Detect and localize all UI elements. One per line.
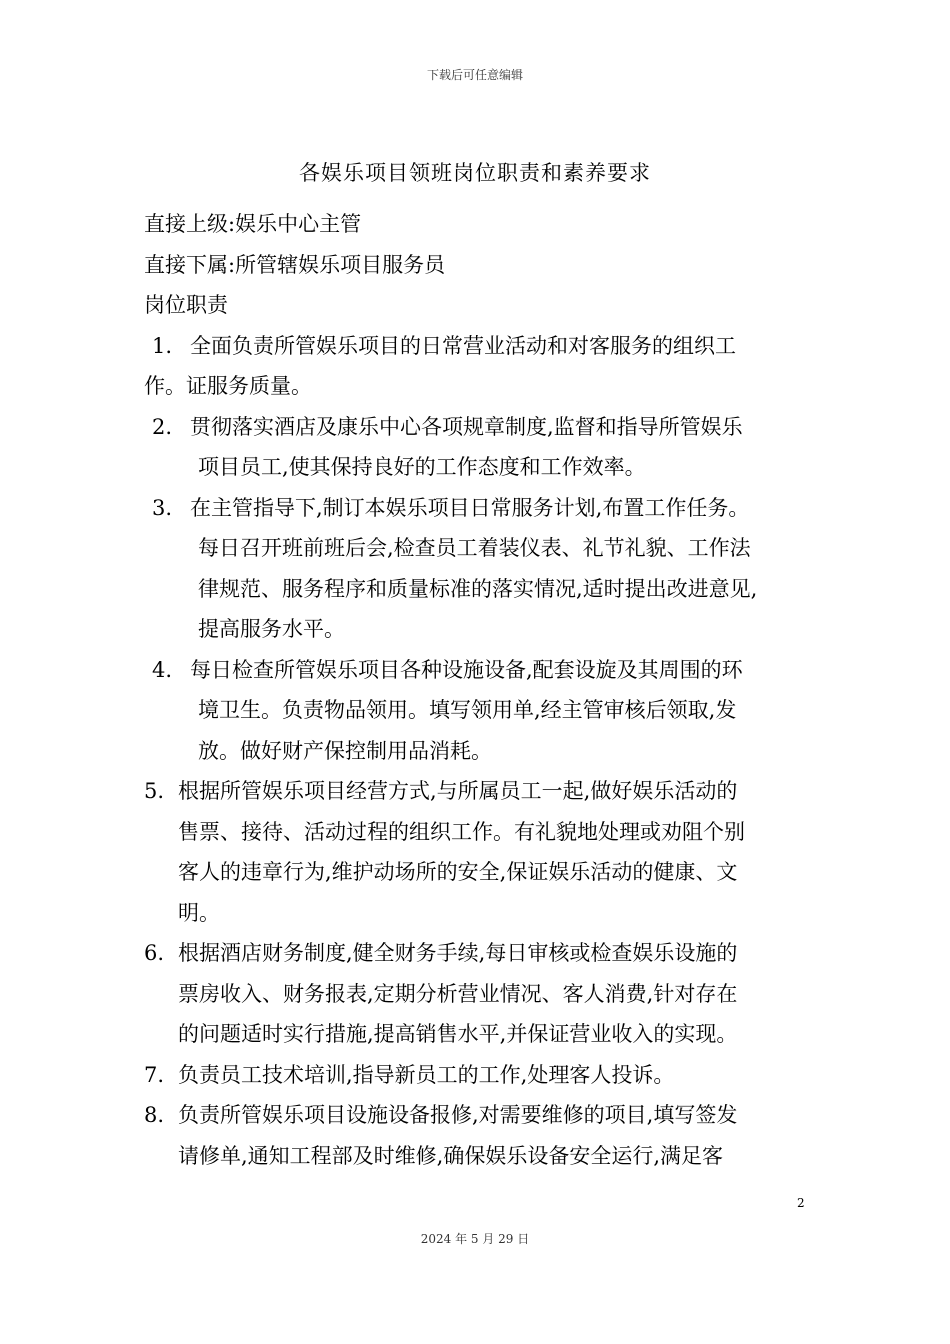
page-footer-date: 2024 年 5 月 29 日 [420,1232,530,1246]
item-text: 在主管指导下,制订本娱乐项目日常服务计划,布置工作任务。 [190,495,750,520]
document-body [144,204,820,1176]
page-number: 2 [797,1196,805,1210]
item-text: 全面负责所管娱乐项目的日常营业活动和对客服务的组织工 [190,333,736,358]
item-number: 6. [144,941,165,965]
item-text: 根据所管娱乐项目经营方式,与所属员工一起,做好娱乐活动的 [178,779,738,803]
direct-subordinate: 直接下属:所管辖娱乐项目服务员 [144,252,446,277]
item-number: 8. [144,1103,165,1127]
duty-item-7 [144,1055,820,1096]
item-text: 每日召开班前班后会,检查员工着装仪表、礼节礼貌、工作法 [198,536,751,560]
item-text: 每日检查所管娱乐项目各种设施设备,配套设旋及其周围的环 [190,657,743,682]
duty-item-8 [144,1095,820,1176]
item-text: 项目员工,使其保持良好的工作态度和工作效率。 [198,455,646,479]
item-text: 票房收入、财务报表,定期分析营业情况、客人消费,针对存在 [178,981,738,1006]
item-number: 7. [144,1062,165,1087]
document-title: 各娱乐项目领班岗位职责和素养要求 [299,161,651,185]
item-number: 2. [152,414,173,439]
item-text: 律规范、服务程序和质量标准的落实情况,适时提出改进意见, [198,576,758,601]
item-text: 的问题适时实行措施,提高销售水平,并保证营业收入的实现。 [178,1022,738,1046]
item-text: 提高服务水平。 [198,617,345,641]
item-number: 5. [144,779,165,803]
duty-item-1 [144,326,820,367]
item-text: 贯彻落实酒店及康乐中心各项规章制度,监督和指导所管娱乐 [190,414,743,439]
item-text: 根据酒店财务制度,健全财务手续,每日审核或检查娱乐设施的 [178,941,738,965]
duty-item-5 [144,771,820,933]
duty-item-2 [144,407,820,488]
duty-item-4 [144,650,820,772]
item-text: 放。做好财产保控制用品消耗。 [198,738,492,763]
item-text: 售票、接待、活动过程的组织工作。有礼貌地处理或劝阻个别 [178,819,745,844]
item-text: 请修单,通知工程部及时维修,确保娱乐设备安全运行,满足客 [178,1143,724,1168]
item-text: 客人的违章行为,维护动场所的安全,保证娱乐活动的健康、文 [178,860,738,884]
duty-item-6 [144,933,820,1055]
item-text: 境卫生。负责物品领用。填写领用单,经主管审核后领取,发 [198,698,737,722]
direct-superior: 直接上级:娱乐中心主管 [144,212,362,236]
item-number: 1. [152,333,173,358]
item-text-continuation: 作。证服务质量。 [144,374,312,398]
item-number: 4. [152,657,173,682]
item-text: 明。 [178,900,220,925]
page-header: 下载后可任意编辑 [426,68,523,82]
item-number: 3. [152,495,173,520]
item-text: 负责员工技术培训,指导新员工的工作,处理客人投诉。 [178,1062,675,1087]
item-text: 负责所管娱乐项目设施设备报修,对需要维修的项目,填写签发 [178,1103,738,1127]
duty-item-3 [144,488,820,650]
section-heading: 岗位职责 [144,293,228,317]
